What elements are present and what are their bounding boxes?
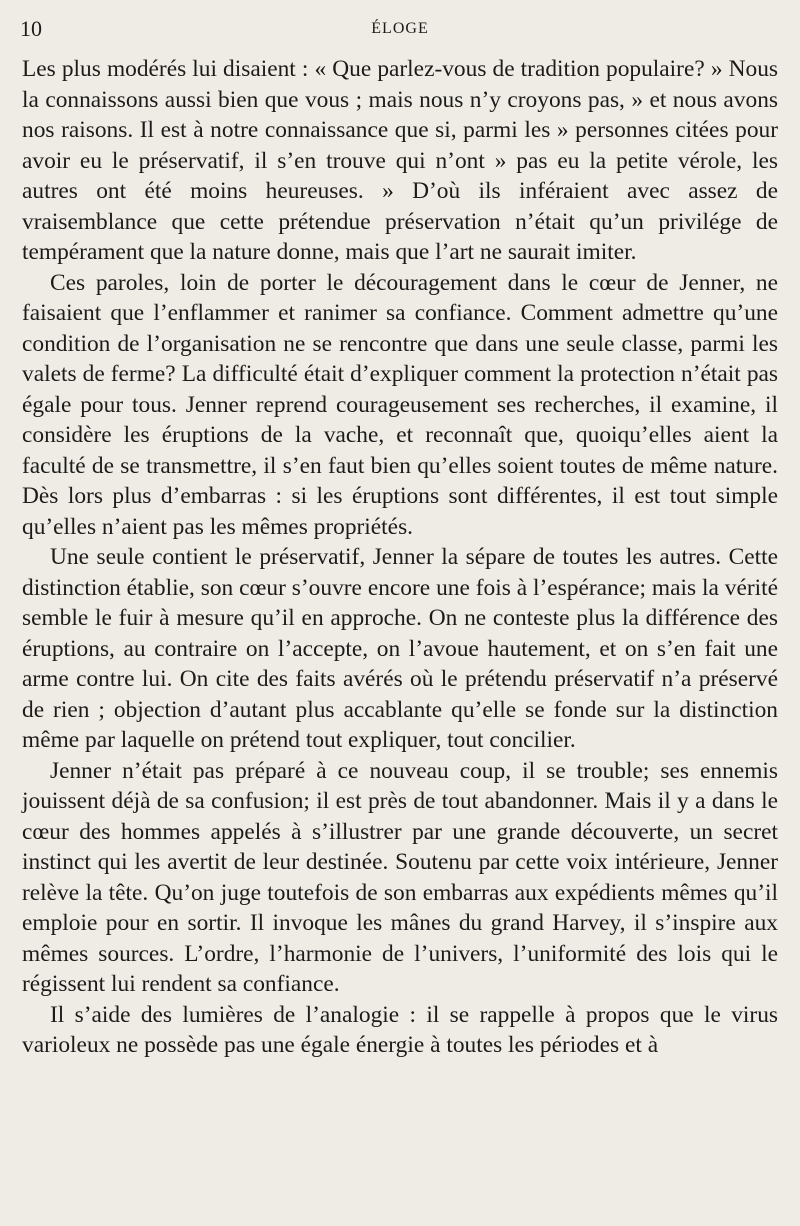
paragraph-2: Ces paroles, loin de porter le découragement dans le cœur de Jenner, ne faisaient que l’enflammer et ranimer sa confiance. Comment admettre qu’une condition de l’organisation ne se rencontre que dans une seule classe, parmi les valets de ferme? La difficulté était d’expliquer comment la protection n’était pas égale pour tous. Jenner reprend courageusement ses recherches, il examine, il considère les éruptions de la vache, et reconnaît que, quoiqu’elles aient la faculté de se transmettre, il s’en faut bien qu’elles soient toutes de même nature. Dès lors plus d’embarras : si les éruptions sont différentes, il est tout simple qu’elles n’aient pas les mêmes propriétés. (22, 269, 778, 540)
page-number: 10 (20, 16, 42, 41)
paragraph-3: Une seule contient le préservatif, Jenner la sépare de toutes les autres. Cette distinction établie, son cœur s’ouvre encore une fois à l’espérance; mais la vérité semble le fuir à mesure qu’il en approche. On ne conteste plus la différence des éruptions, au contraire on l’accepte, on l’avoue hautement, et on s’en fait une arme contre lui. On cite des faits avérés où le prétendu préservatif n’a préservé de rien ; objection d’autant plus accablante qu’elle se fonde sur la distinction même par laquelle on prétend tout expliquer, tout concilier. (22, 544, 778, 753)
paragraph-4: Jenner n’était pas préparé à ce nouveau coup, il se trouble; ses ennemis jouissent déjà de sa confusion; il est près de tout abandonner. Mais il y a dans le cœur des hommes appelés à s’illustrer par une grande découverte, un secret instinct qui les avertit de leur destinée. Soutenu par cette voix intérieure, Jenner relève la tête. Qu’on juge toutefois de son embarras aux expédients mêmes qu’il emploie pour en sortir. Il invoque les mânes du grand Harvey, il s’inspire aux mêmes sources. L’ordre, l’harmonie de l’univers, l’uniformité des lois qui le régissent lui rendent sa confiance. (22, 757, 778, 997)
running-title: ÉLOGE (371, 20, 429, 37)
page-header (20, 16, 780, 46)
paragraph-1: Les plus modérés lui disaient : « Que parlez-vous de tradition populaire? » Nous la connaissons aussi bien que vous ; mais nous n’y croyons pas, » et nous avons nos raisons. Il est à notre connaissance que si, parmi les » personnes citées pour avoir eu le préservatif, il s’en trouve qui n’ont » pas eu la petite vérole, les autres ont été moins heureuses. » D’où ils inféraient avec assez de vraisemblance que cette prétendue préservation n’était qu’un privilége de tempérament que la nature donne, mais que l’art ne saurait imiter. (22, 56, 778, 265)
paragraph-5: Il s’aide des lumières de l’analogie : il se rappelle à propos que le virus varioleux ne possède pas une égale énergie à toutes les périodes et à (22, 1001, 778, 1058)
body-text (22, 54, 778, 1061)
